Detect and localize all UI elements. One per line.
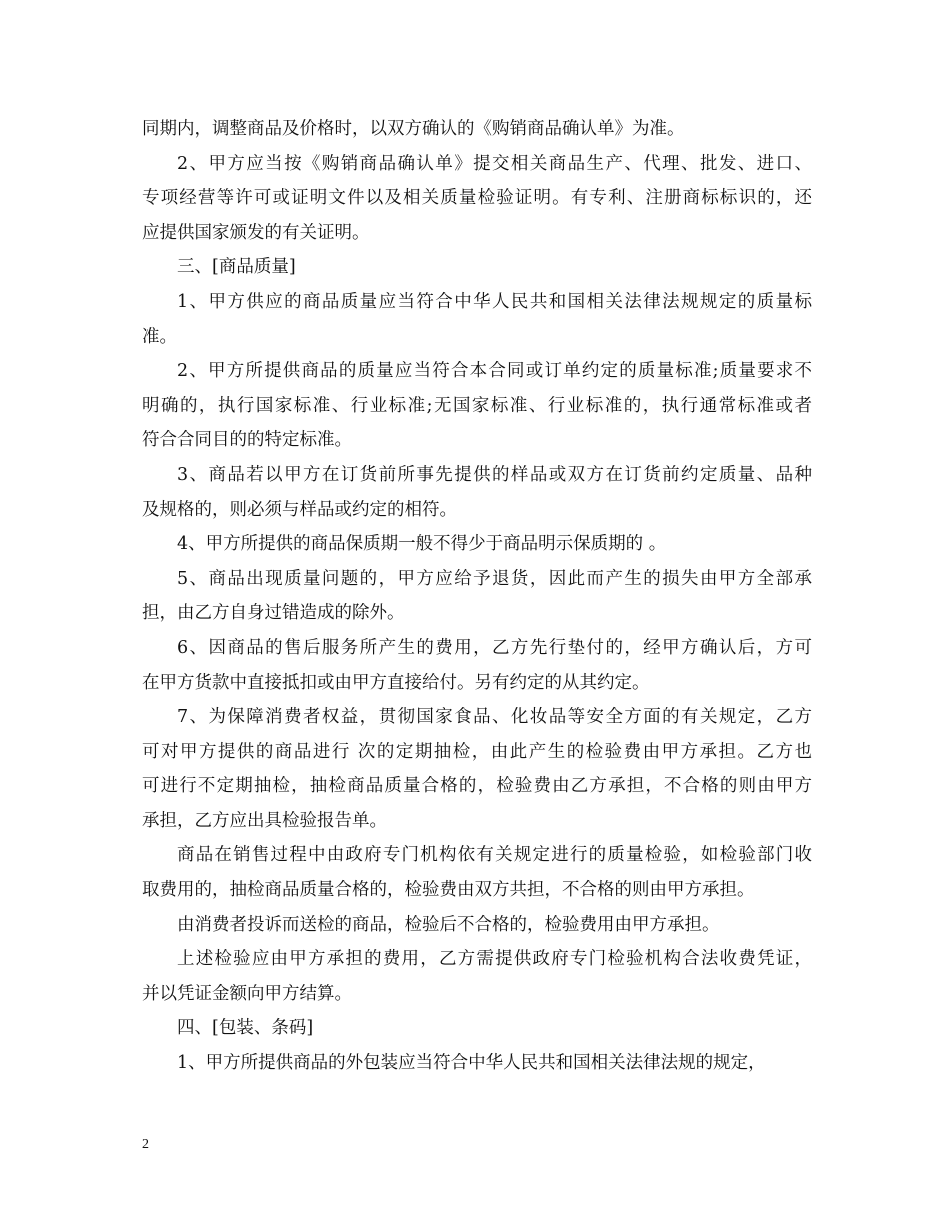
section-heading xyxy=(142,250,812,285)
text-line: 在甲方货款中直接抵扣或由甲方直接给付。另有约定的从其约定。 xyxy=(142,672,650,693)
section-heading xyxy=(142,1011,812,1046)
text-line: 2、甲方应当按《购销商品确认单》提交相关商品生产、代理、批发、进口、 xyxy=(177,153,812,174)
text-line: 准。 xyxy=(142,326,177,347)
text-line: 可进行不定期抽检，抽检商品质量合格的，检验费由乙方承担，不合格的则由甲方 xyxy=(142,776,812,797)
text-line: 1、甲方所提供商品的外包装应当符合中华人民共和国相关法律法规的规定， xyxy=(177,1053,766,1074)
text-line: 三、[商品质量] xyxy=(177,257,296,278)
page-number: 2 xyxy=(142,1137,149,1152)
paragraph xyxy=(142,285,812,354)
text-line: 6、因商品的售后服务所产生的费用，乙方先行垫付的，经甲方确认后，方可 xyxy=(177,637,812,658)
paragraph xyxy=(142,838,812,907)
text-line: 取费用的，抽检商品质量合格的，检验费由双方共担，不合格的则由甲方承担。 xyxy=(142,880,755,901)
paragraph xyxy=(142,562,812,631)
document-body xyxy=(142,112,812,1081)
paragraph xyxy=(142,354,812,458)
paragraph xyxy=(142,1046,812,1081)
paragraph xyxy=(142,700,812,838)
paragraph xyxy=(142,942,812,1011)
text-line: 同期内，调整商品及价格时，以双方确认的《购销商品确认单》为准。 xyxy=(142,119,685,139)
text-line: 并以凭证金额向甲方结算。 xyxy=(142,983,352,1004)
text-line: 明确的，执行国家标准、行业标准;无国家标准、行业标准的，执行通常标准或者 xyxy=(142,395,812,416)
text-line: 上述检验应由甲方承担的费用，乙方需提供政府专门检验机构合法收费凭证， xyxy=(177,949,812,970)
text-line: 商品在销售过程中由政府专门机构依有关规定进行的质量检验，如检验部门收 xyxy=(177,845,812,866)
text-line: 7、为保障消费者权益，贯彻国家食品、化妆品等安全方面的有关规定，乙方 xyxy=(177,707,812,728)
text-line: 及规格的，则必须与样品或约定的相符。 xyxy=(142,499,457,520)
text-line: 应提供国家颁发的有关证明。 xyxy=(142,222,370,243)
paragraph xyxy=(142,147,812,251)
text-line: 符合合同目的的特定标准。 xyxy=(142,430,352,451)
text-line: 专项经营等许可或证明文件以及相关质量检验证明。有专利、注册商标标识的，还 xyxy=(142,188,812,209)
paragraph xyxy=(142,908,812,943)
paragraph xyxy=(142,631,812,700)
text-line: 由消费者投诉而送检的商品，检验后不合格的，检验费用由甲方承担。 xyxy=(177,914,720,935)
text-line: 4、甲方所提供的商品保质期一般不得少于商品明示保质期的 。 xyxy=(177,534,667,555)
text-line: 5、商品出现质量问题的，甲方应给予退货，因此而产生的损失由甲方全部承 xyxy=(177,568,812,589)
text-line: 2、甲方所提供商品的质量应当符合本合同或订单约定的质量标准;质量要求不 xyxy=(177,361,812,382)
text-line: 四、[包装、条码] xyxy=(177,1018,314,1039)
text-line: 1、甲方供应的商品质量应当符合中华人民共和国相关法律法规规定的质量标 xyxy=(177,291,812,312)
text-line: 可对甲方提供的商品进行 次的定期抽检，由此产生的检验费由甲方承担。乙方也 xyxy=(142,741,812,762)
text-line: 3、商品若以甲方在订货前所事先提供的样品或双方在订货前约定质量、品种 xyxy=(177,464,812,485)
paragraph xyxy=(142,458,812,527)
text-line: 担，由乙方自身过错造成的除外。 xyxy=(142,603,405,624)
paragraph xyxy=(142,112,812,147)
paragraph xyxy=(142,527,812,562)
text-line: 承担，乙方应出具检验报告单。 xyxy=(142,810,387,831)
